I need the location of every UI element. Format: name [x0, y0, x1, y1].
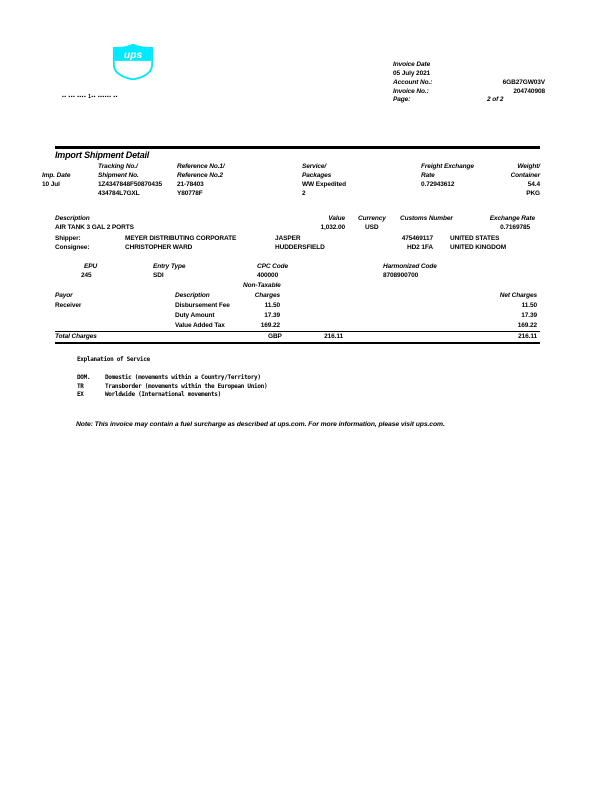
val-epu: 245	[81, 272, 92, 279]
invoice-no-value: 204740908	[513, 87, 545, 95]
hdr-service: Service/	[302, 163, 327, 170]
charge-row-amount: 17.39	[264, 312, 280, 319]
account-no-label: Account No.:	[393, 79, 433, 86]
hdr-harmonized-code: Harmonized Code	[383, 263, 437, 270]
shipper-country: UNITED STATES	[450, 235, 500, 242]
hdr-reference-2: Reference No.2	[177, 172, 223, 179]
service-text: Transborder (movements within the European Union)	[105, 382, 268, 390]
hdr-rate: Rate	[421, 172, 435, 179]
val-currency: USD	[365, 224, 379, 231]
charge-row-description: Disbursement Fee	[175, 302, 230, 309]
total-net-amount: 216.11	[518, 333, 537, 340]
total-bottom-rule	[55, 342, 540, 345]
hdr-imp-date: Imp. Date	[42, 172, 71, 179]
charge-row-net: 17.39	[521, 312, 537, 319]
hdr-net-charges: Net Charges	[499, 292, 537, 299]
page-value: 2 of 2	[487, 96, 504, 103]
hdr-shipment-no: Shipment No.	[98, 172, 139, 179]
val-imp-date: 10 Jul	[42, 181, 60, 188]
hdr-value: Value	[328, 215, 345, 222]
charge-row-net: 11.50	[521, 302, 537, 309]
shipper-city: JASPER	[275, 235, 301, 242]
hdr-customs-number: Customs Number	[400, 215, 453, 222]
val-reference-no2: Y80778F	[177, 190, 203, 197]
title-top-rule	[55, 146, 540, 149]
hdr-freight-exchange: Freight Exchange	[421, 163, 474, 170]
total-currency: GBP	[268, 333, 282, 340]
consignee-postcode: HD2 1FA	[406, 244, 433, 251]
shipper-customs-number: 475469117	[401, 235, 433, 242]
val-value: 1,032.00	[320, 224, 345, 231]
total-top-rule	[55, 331, 540, 333]
explanation-title: Explanation of Service	[77, 356, 150, 363]
hdr-tracking-1: Tracking No./	[98, 163, 138, 170]
consignee-label: Consignee:	[55, 244, 90, 251]
hdr-charges: Charges	[254, 292, 280, 299]
charge-row-description: Value Added Tax	[175, 322, 225, 329]
charge-row-amount: 11.50	[264, 302, 280, 309]
service-code: DOM.	[77, 374, 91, 381]
non-taxable-label: Non-Taxable	[243, 282, 281, 289]
shipper-name: MEYER DISTRIBUTING CORPORATE	[125, 235, 237, 242]
hdr-packages: Packages	[302, 172, 332, 179]
hdr-description: Description	[55, 215, 90, 222]
fuel-surcharge-note: Note: This invoice may contain a fuel surcharge as described at ups.com. For more information, please visit ups.com.	[76, 421, 445, 428]
hdr-payor: Payor	[55, 292, 73, 299]
account-no-value: 6GB27GW03V	[502, 79, 545, 86]
service-code: TR	[77, 382, 84, 390]
val-weight: 54.4	[527, 181, 540, 188]
hdr-currency: Currency	[358, 215, 386, 222]
service-text: Domestic (movements within a Country/Territory)	[105, 374, 261, 381]
charge-row-amount: 169.22	[260, 322, 280, 329]
val-cpc-code: 400000	[257, 272, 279, 279]
hdr-entry-type: Entry Type	[153, 263, 186, 270]
shipper-label: Shipper:	[55, 235, 81, 242]
section-title: Import Shipment Detail	[55, 150, 150, 160]
val-description: AIR TANK 3 GAL 2 PORTS	[55, 224, 134, 231]
hdr-reference-1: Reference No.1/	[177, 163, 225, 170]
service-code: EX	[77, 391, 84, 398]
val-entry-type: SDI	[153, 272, 164, 279]
invoice-date-label: Invoice Date	[393, 61, 431, 68]
hdr-weight: Weight/	[517, 163, 540, 170]
hdr-cpc-code: CPC Code	[257, 263, 288, 270]
val-shipment-no: 434784L7GXL	[98, 190, 140, 197]
total-charges-label: Total Charges	[55, 333, 97, 340]
invoice-date-value: 05 July 2021	[393, 70, 431, 77]
val-container: PKG	[526, 190, 540, 197]
val-packages: 2	[302, 190, 306, 197]
val-exchange-rate: 0.7169785	[500, 224, 530, 231]
val-freight-rate: 0.72943612	[421, 181, 455, 188]
total-charge-amount: 216.11	[324, 333, 343, 340]
hdr-container: Container	[510, 172, 540, 179]
ups-logo-icon	[112, 44, 154, 80]
val-service: WW Expedited	[302, 181, 346, 188]
service-text: Worldwide (International movements)	[105, 391, 221, 398]
meter-code: ▪▪ ▪▪▪ ▪▪▪▪ 1▪▪ ▪▪▪▪▪▪ ▪▪	[62, 94, 118, 100]
val-reference-no1: 21-78403	[177, 181, 204, 188]
page-label: Page:	[393, 96, 411, 103]
charge-row-description: Duty Amount	[175, 312, 215, 319]
consignee-name: CHRISTOPHER WARD	[125, 244, 193, 251]
consignee-city: HUDDERSFIELD	[275, 244, 325, 251]
hdr-exchange-rate: Exchange Rate	[489, 215, 535, 222]
val-payor: Receiver	[55, 302, 82, 309]
hdr-epu: EPU	[84, 263, 98, 270]
ups-logo-text: ups	[123, 49, 143, 61]
val-harmonized-code: 8708900700	[383, 272, 419, 279]
consignee-country: UNITED KINGDOM	[450, 244, 507, 251]
val-tracking-no: 1Z4347848F50870435	[98, 181, 162, 188]
hdr-charge-description: Description	[175, 292, 210, 299]
charge-row-net: 169.22	[517, 322, 537, 329]
invoice-no-label: Invoice No.:	[393, 87, 429, 95]
